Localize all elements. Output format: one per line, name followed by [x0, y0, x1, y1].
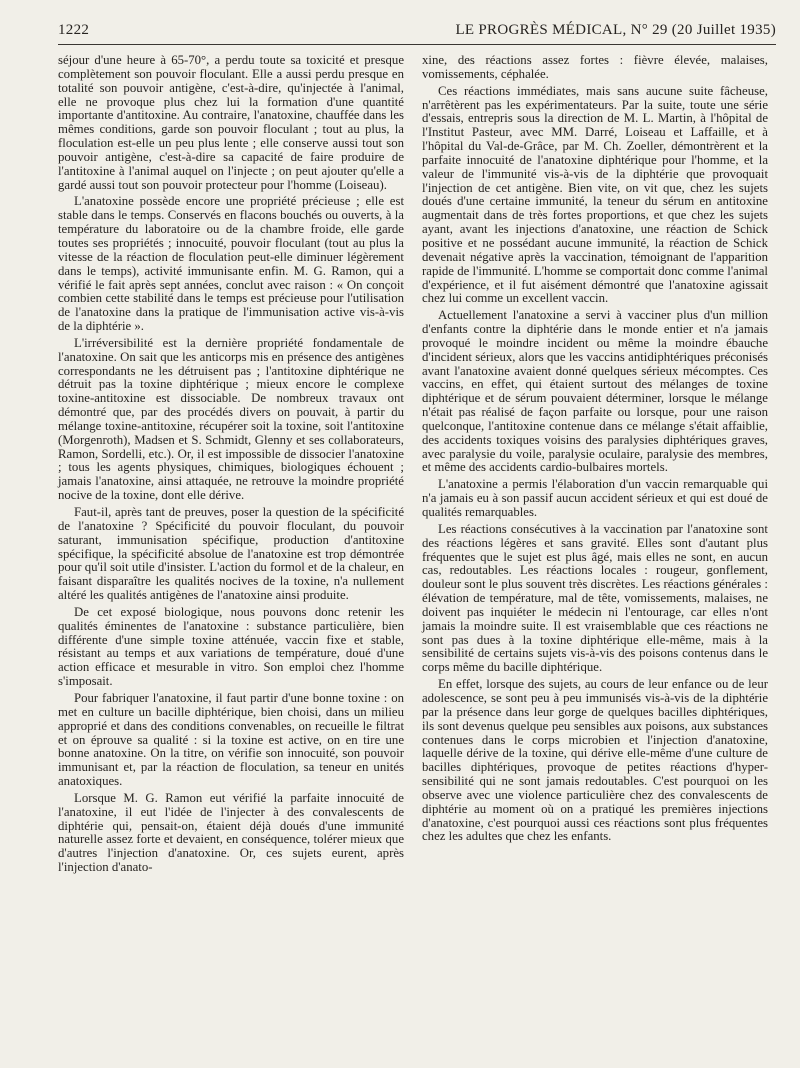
paragraph: Pour fabriquer l'anatoxine, il faut partir d'une bonne toxine : on met en culture un bacille diphtérique, bien choisi, dans un milieu approprié et dans des conditions convenables, on recueille le filtrat et on éprouve sa qualité : si la toxine est active, on en tire une bonne anatoxine. On la titre, on vérifie son innocuité, son pouvoir immunisant et, par la réaction de floculation, sa teneur en unités anatoxiques. — [58, 690, 404, 789]
paragraph: Actuellement l'anatoxine a servi à vacciner plus d'un million d'enfants contre la diphtérie dans le monde entier et n'a jamais provoqué le moindre incident ou même la moindre ébauche d'incident sérieux, alors que les vaccins antidiphtériques préconisés avant l'anatoxine avaient donné quelques sérieux mécomptes. Ces vaccins, en effet, qui étaient surtout des mélanges de toxine diphtérique et de sérum pouvaient déterminer, lorsque le mélange n'était pas réalisé de façon parfaite ou lorsque, pour une raison quelconque, l'antitoxine contenue dans ce mélange s'était affaiblie, des accidents toxiques voisins des paralysies diphtériques graves, avec paralysie du voile, paralysie oculaire, paralysie des membres, et même des accidents cardio-bulbaires mortels. — [422, 308, 768, 475]
paragraph: L'irréversibilité est la dernière propriété fondamentale de l'anatoxine. On sait que les anticorps mis en présence des antigènes correspondants ne les détruisent pas ; l'antitoxine diphtérique ne détruit pas la toxine diphtérique ; mieux encore le complexe toxine-antitoxine est dissociable. De nombreux travaux ont démontré que, par des procédés divers on pouvait, à partir du mélange toxine-antitoxine, récupérer soit la toxine, soit l'antitoxine (Morgenroth), Madsen et S. Schmidt, Glenny et ses collaborateurs, Ramon, Sordelli, etc.). Or, il est impossible de dissocier l'anatoxine ; tous les agents physiques, chimiques, biologiques échouent ; jamais l'anatoxine, ainsi attaquée, ne retrouve la moindre propriété nocive de la toxine, dont elle dérive. — [58, 335, 404, 503]
paragraph: Ces réactions immédiates, mais sans aucune suite fâcheuse, n'arrêtèrent pas les expérimentateurs. Par la suite, toute une série d'essais, entrepris sous la direction de M. L. Martin, à l'hôpital de l'Institut Pasteur, avec MM. Darré, Loiseau et Laffaille, et à l'hôpital du Val-de-Grâce, par M. Ch. Zoeller, démontrèrent et la parfaite innocuité de l'anatoxine diphtérique pour l'homme, et la valeur de l'immunité vis-à-vis de la diphtérie que provoquait l'injection de cet antigène. Bien vite, on vit que, chez les sujets doués d'une certaine immunité, la teneur du sérum en antitoxine augmentait dans de très fortes proportions, et que chez les sujets ayant, avant les injections d'anatoxine, une réaction de Schick positive et ne possédant aucune immunité, la réaction de Schick devenait négative après la vaccination, témoignant de l'apparition rapide de l'immunité. L'homme se comportait donc comme l'animal d'expérience, et il fut aisément démontré que l'anatoxine agissait chez lui comme un excellent vaccin. — [422, 83, 768, 306]
right-column — [422, 54, 768, 844]
page-number: 1222 — [58, 22, 90, 38]
paragraph: Les réactions consécutives à la vaccination par l'anatoxine sont des réactions légères et sans gravité. Elles sont d'autant plus fréquentes que le sujet est plus âgé, mais elles ne sont, en aucun cas, redoutables. Les réactions locales : rougeur, gonflement, douleur sont le plus souvent très discrètes. Les réactions générales : élévation de température, mal de tête, vomissements, malaises, ne doivent pas inquiéter le médecin ni l'entourage, car elles n'ont jamais la moindre suite. Il est vraisemblable que ces réactions ne sont pas dues à la toxine diphtérique elle-même, mais à la sensibilité de certains sujets vis-à-vis des poisons contenus dans le corps même du bacille diphtérique. — [422, 521, 768, 675]
paragraph: séjour d'une heure à 65-70°, a perdu toute sa toxicité et presque complètement son pouvoir floculant. Elle a aussi perdu presque en totalité son pouvoir antigène, c'est-à-dire, qu'injectée à l'animal, elle ne provoque plus chez lui la formation d'une quantité importante d'antitoxine. Au contraire, l'anatoxine, chauffée dans les mêmes conditions, garde son pouvoir floculant ; tout au plus, la floculation est-elle un peu plus lente ; elle conserve aussi tout son pouvoir antigène, c'est-à-dire sa capacité de faire produire de l'antitoxine à l'animal auquel on l'injecte ; on peut ajouter qu'elle a gardé aussi tout son pouvoir protecteur pour l'homme (Loiseau). — [58, 53, 404, 192]
paragraph: De cet exposé biologique, nous pouvons donc retenir les qualités éminentes de l'anatoxine : substance particulière, bien différente d'une simple toxine atténuée, vaccin fixe et stable, résistant au temps et aux variations de température, doué d'une action efficace et mesurable in vitro. Son emploi chez l'homme s'imposait. — [58, 604, 404, 689]
header-rule — [58, 44, 776, 45]
paragraph: L'anatoxine a permis l'élaboration d'un vaccin remarquable qui n'a jamais eu à son passif aucun accident sérieux et qui est doué de qualités remarquables. — [422, 477, 768, 519]
paragraph: En effet, lorsque des sujets, au cours de leur enfance ou de leur adolescence, se sont peu à peu immunisés vis-à-vis de la diphtérie par la présence dans leur gorge de quelques bacilles diphtériques, ils sont devenus quelque peu sensibles aux poisons, aux substances contenues dans le corps microbien et l'injection d'anatoxine, laquelle dérive de la toxine, qui dérive elle-même d'une culture de bacilles diphtériques, provoque de petites réactions d'hyper-sensibilité qui ne sont jamais redoutables. C'est pourquoi on les observe avec une violence particulière chez des convalescents de diphtérie au moment où on a pratiqué les premières injections d'anatoxine, c'est pourquoi aussi ces réactions sont plus fréquentes chez les adultes que chez les enfants. — [422, 677, 768, 844]
paragraph: xine, des réactions assez fortes : fièvre élevée, malaises, vomissements, céphalée. — [422, 53, 768, 81]
left-column — [58, 54, 404, 875]
paragraph: Faut-il, après tant de preuves, poser la question de la spécificité de l'anatoxine ? Spécificité du pouvoir floculant, du pouvoir saturant, immunisation spécifique, production d'antitoxine spécifique, la spécificité absolue de l'anatoxine est trop démontrée pour qu'il soit utile d'insister. L'action du formol et de la chaleur, en faisant disparaître les qualités nocives de la toxine, n'a nullement altéré les qualités antigènes de l'anatoxine ainsi produite. — [58, 505, 404, 603]
running-title: LE PROGRÈS MÉDICAL, N° 29 (20 Juillet 1935) — [455, 22, 776, 38]
paragraph: Lorsque M. G. Ramon eut vérifié la parfaite innocuité de l'anatoxine, il eut l'idée de l'injecter à des convalescents de diphtérie qui, pensait-on, étaient déjà doués d'une immunité naturelle assez forte et devaient, en conséquence, tolérer mieux que d'autres l'injection d'anatoxine. Or, ces sujets eurent, après l'injection d'anato- — [58, 790, 404, 875]
paragraph: L'anatoxine possède encore une propriété précieuse ; elle est stable dans le temps. Conservés en flacons bouchés ou ouverts, à la température du laboratoire ou de la chambre froide, elle garde toutes ses propriétés ; innocuité, pouvoir floculant (tout au plus la vitesse de la réaction de floculation peut-elle diminuer légèrement dans le temps), activité immunisante enfin. M. G. Ramon, qui a vérifié le fait après sept années, conclut avec raison : « On conçoit combien cette stabilité dans le temps est précieuse pour l'utilisation de l'anatoxine dans la pratique de l'immunisation active vis-à-vis de la diphtérie ». — [58, 194, 404, 334]
page-header — [58, 22, 776, 46]
